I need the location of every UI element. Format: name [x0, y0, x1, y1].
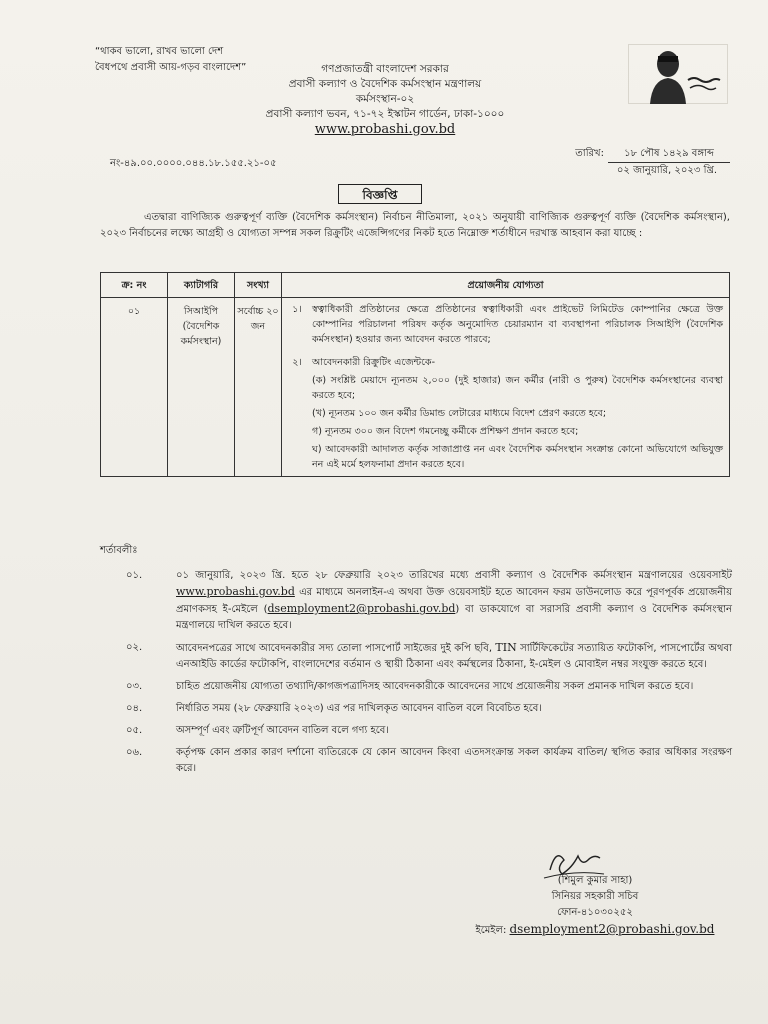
condition-1-text-middle: এর মাধ্যমে অনলাইন-এ অথবা উক্ত ওয়েবসাইট হতে আবেদন ফরম ডাউনলোড করে পূরণপূর্বক প্রয়োজনীয় প্রমাণকসহ ই-মেইলে (: [176, 587, 732, 615]
header-qualification: প্রয়োজনীয় যোগ্যতা: [282, 273, 730, 298]
signatory-email-row: [460, 921, 730, 939]
header-line-1: গণপ্রজাতন্ত্রী বাংলাদেশ সরকার: [321, 63, 449, 75]
header-line-2: প্রবাসী কল্যাণ ও বৈদেশিক কর্মসংস্থান মন্ত্রণালয়: [288, 78, 482, 90]
condition-item: [120, 701, 732, 717]
condition-item: [120, 640, 732, 673]
cell-serial: ০১: [101, 298, 168, 477]
condition-text: কর্তৃপক্ষ কোন প্রকার কারণ দর্শানো ব্যতিরেকে যে কোন আবেদন কিংবা এতদসংক্রান্ত সকল কার্যক্রম বাতিল/ স্থগিত করার অধিকার সংরক্ষণ করে।: [176, 747, 732, 774]
condition-number: ০৪.: [126, 703, 143, 714]
cell-category: সিআইপি (বৈদেশিক কর্মসংস্থান): [168, 298, 235, 477]
qualification-2-number: ২।: [292, 357, 302, 368]
header-website-link[interactable]: www.probashi.gov.bd: [314, 122, 456, 137]
qualification-1-text: স্বত্বাধিকারী প্রতিষ্ঠানের ক্ষেত্রে প্রতিষ্ঠানের স্বত্বাধিকারী এবং প্রাইভেট লিমিটেড কোম্পানির ক্ষেত্রে উক্ত কোম্পানির পরিচালনা পরিষদ কর্তৃক অনুমোদিত চেয়ারম্যান বা ব্যবস্থাপনা পরিচালক সিআইপি (বৈদেশিক কর্মসংস্থান) হওয়ার জন্য আবেদন করতে পারবে;: [312, 304, 723, 345]
signatory-name: (শিমুল কুমার সাহা): [557, 875, 633, 886]
signatory-designation: সিনিয়র সহকারী সচিব: [551, 891, 639, 902]
condition-item: [120, 723, 732, 739]
condition-text: অসম্পূর্ণ এবং ত্রুটিপূর্ণ আবেদন বাতিল বলে গণ্য হবে।: [176, 725, 389, 736]
condition-text: চাহিত প্রয়োজনীয় যোগ্যতা তথ্যাদি/কাগজপত্রাদিসহ আবেদনকারীকে আবেদনের সাথে প্রয়োজনীয় সকল প্রমানক দাখিল করতে হবে।: [176, 681, 694, 692]
qualification-sub-item: [282, 424, 723, 439]
sub-item-gha: ঘ) আবেদকারী আদালত কর্তৃক সাজাপ্রাপ্ত নন এবং বৈদেশিক কর্মসংস্থান সংক্রান্ত কোনো অভিযোগে অভিযুক্ত নন এই মর্মে হলফনামা প্রদান করতে হবে।: [312, 444, 723, 470]
qualification-2-text: আবেদনকারী রিক্রুটিং এজেন্টকে-: [312, 357, 436, 368]
sub-item-ka: (ক) সংশ্লিষ্ট মেয়াদে ন্যূনতম ২,০০০ (দুই হাজার) জন কর্মীর (নারী ও পুরুষ) বৈদেশিক কর্মসংস্থানের ব্যবস্থা করতে হবে;: [312, 375, 723, 401]
intro-paragraph: [100, 210, 730, 242]
email-label: ইমেইল:: [475, 925, 507, 936]
qualification-1-number: ১।: [292, 304, 302, 315]
website-link[interactable]: www.probashi.gov.bd: [176, 585, 295, 598]
header-serial: ক্র: নং: [101, 273, 168, 298]
header-category: ক্যাটাগরি: [168, 273, 235, 298]
qualification-item-1: [282, 302, 723, 347]
condition-1-text-start: ০১ জানুয়ারি, ২০২৩ খ্রি. হতে ২৮ ফেব্রুয়ারি ২০২৩ তারিখের মধ্যে প্রবাসী কল্যাণ ও বৈদেশিক কর্মসংস্থান মন্ত্রণালয়ের ওয়েবসাইট: [176, 570, 732, 581]
signatory-phone: ফোন-৪১০৩০২৫২: [557, 907, 633, 918]
date-bangla: ১৮ পৌষ ১৪২৯ বঙ্গাব্দ: [608, 146, 730, 163]
date-block: [560, 146, 730, 179]
header-line-3: কর্মসংস্থান-০২: [355, 93, 415, 105]
slogan-line-1: “থাকব ভালো, রাখব ভালো দেশ: [95, 46, 224, 57]
sub-item-kha: (খ) ন্যূনতম ১০০ জন কর্মীর ডিমান্ড লেটারের মাধ্যমে বিদেশ প্রেরণ করতে হবে;: [312, 408, 607, 419]
date-label: তারিখ:: [575, 148, 604, 159]
email-link[interactable]: dsemployment2@probashi.gov.bd: [267, 602, 456, 615]
condition-number: ০১.: [126, 570, 143, 581]
condition-text: [176, 640, 732, 673]
cell-qualification: [282, 298, 730, 477]
condition-2-text-end: সার্টিফিকেটের সত্যায়িত ফটোকপি, পাসপোর্টের অথবা এনআইডি কার্ডের ফটোকপি, বাংলাদেশের বর্তমান ও স্থায়ী ঠিকানা এবং কর্মস্থলের ঠিকানা, ই-মেইল ও মোবাইল নম্বর সংযুক্ত করতে হবে।: [176, 643, 732, 670]
letterhead: [200, 62, 570, 137]
condition-item: [120, 745, 732, 777]
condition-number: ০২.: [126, 642, 143, 653]
qualification-sub-item: [282, 442, 723, 472]
date-english: ০২ জানুয়ারি, ২০২৩ খ্রি.: [616, 165, 718, 176]
slogan-line-2: বৈধপথে প্রবাসী আয়-গড়ব বাংলাদেশ”: [95, 62, 247, 73]
qualification-sub-item: [282, 406, 723, 421]
signatory-email-link[interactable]: dsemployment2@probashi.gov.bd: [509, 922, 715, 936]
qualification-sub-item: [282, 373, 723, 403]
condition-number: ০৩.: [126, 681, 143, 692]
memo-number: নং-৪৯.০০.০০০০.০৪৪.১৮.১৫৫.২১-০৫: [110, 158, 277, 169]
condition-number: ০৬.: [126, 747, 143, 758]
conditions-title: শর্তাবলীঃ: [100, 545, 138, 556]
conditions-list: [120, 568, 732, 783]
notice-title: বিজ্ঞপ্তি: [338, 184, 422, 204]
header-count: সংখ্যা: [235, 273, 282, 298]
sub-item-ga: গ) ন্যূনতম ৩০০ জন বিদেশ গমনেচ্ছু কর্মীকে প্রশিক্ষণ প্রদান করতে হবে;: [312, 426, 579, 437]
requirements-table: [100, 272, 730, 477]
signature-block: [460, 845, 730, 939]
table-header-row: [101, 273, 730, 298]
tin-text: TIN: [495, 641, 517, 654]
header-line-4: প্রবাসী কল্যাণ ভবন, ৭১-৭২ ইস্কাটন গার্ডেন, ঢাকা-১০০০: [265, 108, 505, 120]
table-row: [101, 298, 730, 477]
condition-text: [176, 568, 732, 634]
condition-item: [120, 679, 732, 695]
condition-number: ০৫.: [126, 725, 143, 736]
qualification-item-2: [282, 355, 723, 370]
condition-1-text-end: ) বা ডাকযোগে বা সরাসরি প্রবাসী কল্যাণ ও বৈদেশিক কর্মসংস্থান মন্ত্রণালয়ে দাখিল করতে হবে।: [176, 604, 733, 631]
portrait-logo-icon: [628, 40, 728, 104]
condition-item: [120, 568, 732, 634]
intro-text: এতদ্বারা বাণিজ্যিক গুরুত্বপূর্ণ ব্যক্তি (বৈদেশিক কর্মসংস্থান) নির্বাচন নীতিমালা, ২০২১ অনুযায়ী বাণিজ্যিক গুরুত্বপূর্ণ ব্যক্তি (বৈদেশিক কর্মসংস্থান), ২০২৩ নির্বাচনের লক্ষ্যে আগ্রহী ও যোগ্যতা সম্পন্ন সকল রিক্রুটিং এজেন্সিগণের নিকট হতে নিম্নোক্ত শর্তাধীনে দরখাস্ত আহবান করা যাচ্ছে :: [100, 212, 730, 239]
cell-count: সর্বোচ্চ ২০ জন: [235, 298, 282, 477]
condition-2-text-start: আবেদনপত্রের সাথে আবেদনকারীর সদ্য তোলা পাসপোর্ট সাইজের দুই কপি ছবি,: [176, 643, 492, 654]
condition-text: নির্ধারিত সময় (২৮ ফেব্রুয়ারি ২০২৩) এর পর দাখিলকৃত আবেদন বাতিল বলে বিবেচিত হবে।: [176, 703, 542, 714]
